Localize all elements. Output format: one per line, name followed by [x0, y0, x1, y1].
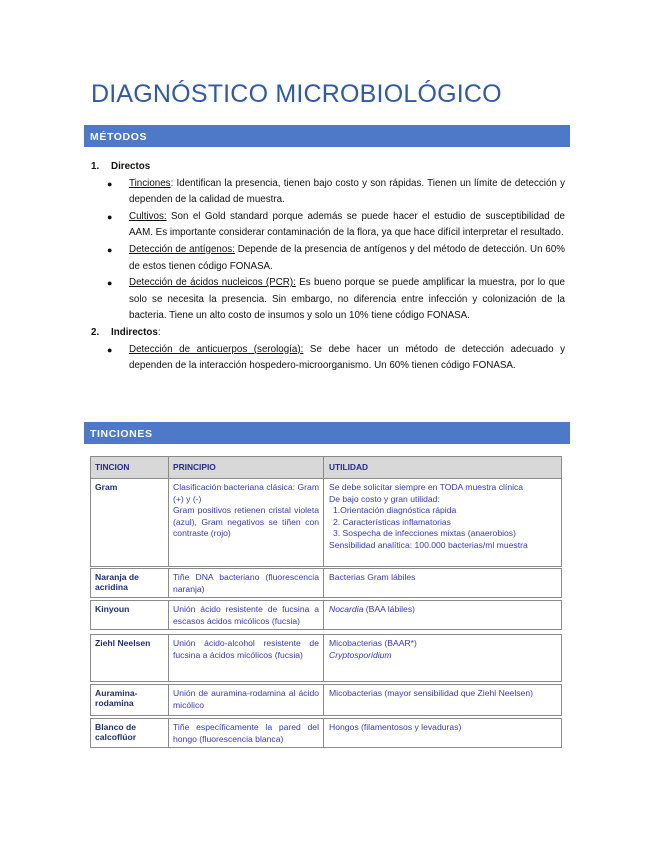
- bullet-icon: ●: [107, 178, 113, 189]
- bullet-icon: ●: [107, 344, 113, 355]
- table-row: [90, 600, 562, 630]
- stain-name: Naranja de acridina: [91, 569, 169, 597]
- methods-item-indirectos: 2. Indirectos:: [91, 325, 565, 342]
- bullet-item: [107, 242, 565, 275]
- stain-name: Ziehl Neelsen: [91, 635, 169, 681]
- bullet-term: Cultivos:: [129, 210, 167, 222]
- table-block-gram: [90, 456, 562, 567]
- list-heading: Directos: [111, 161, 151, 172]
- stain-utility: Micobacterias (mayor sensibilidad que Ziehl Neelsen): [329, 688, 533, 698]
- table-row: [90, 718, 562, 748]
- bullet-text: Es bueno porque se puede amplificar la muestra, por lo que solo se necesita la presencia. Sin embargo, no diferencia entre infección y colonización de la bacteria. Tiene un alto costo de insumos y solo un 10% tiene código FONASA.: [129, 277, 565, 322]
- stain-principle: Unión de auramina-rodamina al ácido micólico: [169, 685, 324, 715]
- bullet-icon: ●: [107, 244, 113, 255]
- list-number: 2.: [91, 326, 100, 338]
- stain-name: Gram: [91, 479, 169, 566]
- stain-utility: Bacterias Gram lábiles: [329, 572, 416, 582]
- methods-item-directos: [91, 159, 565, 176]
- methods-list: [91, 159, 565, 375]
- list-number: 1.: [91, 161, 100, 172]
- section-header-tinciones: TINCIONES: [84, 422, 570, 444]
- bullet-term: Tinciones: [129, 177, 171, 189]
- bullet-item: [107, 209, 565, 242]
- bullet-item: [107, 342, 565, 375]
- stain-name: Blanco de calcoflúor: [91, 719, 169, 747]
- table-row: [90, 568, 562, 598]
- stain-principle: Unión ácido-alcohol resistente de fucsina a ácidos micólicos (fucsia): [169, 635, 324, 681]
- page-title: DIAGNÓSTICO MICROBIOLÓGICO: [91, 80, 502, 108]
- bullet-text: Identifican la presencia, tienen bajo costo y son rápidas. Tienen un límite de detección y dependen de la calidad de muestra.: [129, 177, 565, 206]
- stain-utility: Micobacterias (BAAR*) Cryptosporidium: [329, 638, 417, 660]
- column-header: TINCION: [91, 457, 169, 478]
- bullet-term: Detección de ácidos nucleicos (PCR):: [129, 277, 296, 289]
- stain-name: Auramina-rodamina: [91, 685, 169, 715]
- bullet-item: [107, 275, 565, 325]
- table-row: [91, 479, 561, 566]
- bullet-text: Depende de la presencia de antígenos y del método de detección. Un 60% de estos tienen código FONASA.: [129, 243, 565, 272]
- bullet-term: Detección de anticuerpos (serología):: [129, 343, 304, 355]
- bullet-icon: ●: [107, 278, 113, 289]
- table-row: [90, 634, 562, 682]
- bullet-text: Se debe hacer un método de detección adecuado y dependen de la interacción hospedero-microorganismo. Un 60% tienen código FONASA.: [129, 343, 565, 372]
- stain-utility: Se debe solicitar siempre en TODA muestra clínica De bajo costo y gran utilidad: 1.Orientación diagnóstica rápida 2. Características inflamatorias 3. Sospecha de infecciones mixtas (anaerobios) Sensibilidad analítica: 100.000 bacterias/ml muestra: [329, 482, 528, 550]
- stain-name: Kinyoun: [91, 601, 169, 629]
- stain-principle: Clasificación bacteriana clásica: Gram (+) y (-) Gram positivos retienen cristal violeta (azul), Gram negativos se tiñen con contraste (rojo): [169, 479, 324, 566]
- bullet-term: Detección de antígenos:: [129, 243, 235, 255]
- list-heading: Indirectos: [111, 326, 158, 338]
- column-header: UTILIDAD: [329, 462, 369, 472]
- bullet-item: ● Tinciones: Identifican la presencia, tienen bajo costo y son rápidas. Tienen un límite de detección y dependen de la calidad de muestra.: [107, 176, 565, 209]
- stain-principle: Unión ácido resistente de fucsina a escasos ácidos micólicos (fucsia): [169, 601, 324, 629]
- stain-principle: Tiñe específicamente la pared del hongo (fluorescencia blanca): [169, 719, 324, 747]
- section-header-metodos: MÉTODOS: [84, 125, 570, 147]
- stain-utility: Hongos (filamentosos y levaduras): [329, 722, 462, 732]
- stain-utility: Nocardia (BAA lábiles): [329, 604, 415, 614]
- bullet-icon: ●: [107, 211, 113, 222]
- bullet-text: Son el Gold standard porque además se puede hacer el estudio de susceptibilidad de AAM. Es importante considerar contaminación de la flora, ya que hace difícil interpretar el resultado.: [129, 210, 565, 239]
- table-header-row: [91, 457, 561, 479]
- table-row: [90, 684, 562, 716]
- stain-principle: Tiñe DNA bacteriano (fluorescencia naranja): [169, 569, 324, 597]
- column-header: PRINCIPIO: [169, 457, 324, 478]
